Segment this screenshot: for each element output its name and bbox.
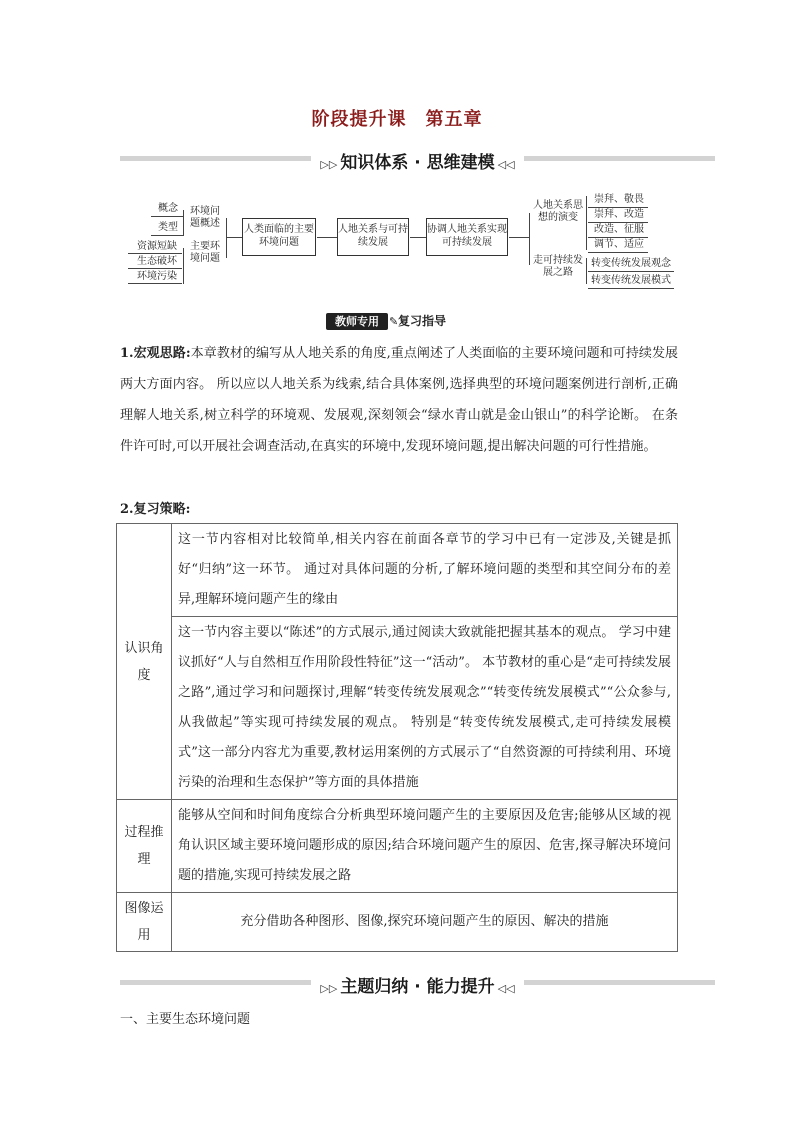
mindmap-term-concept: 概念 — [158, 203, 178, 214]
arrow-right-icon: ▷▷ — [320, 158, 338, 171]
mindmap-change-mode: 转变传统发展模式 — [591, 275, 671, 286]
macro-label: 1.宏观思路: — [120, 346, 191, 361]
section-banner-summary — [120, 972, 715, 997]
page-title: 阶段提升课 第五章 — [311, 109, 483, 130]
mindmap-node-problems: 人类面临的主要环境问题 — [242, 218, 316, 256]
table-cell: 充分借助各种图形、图像,探究环境问题产生的原因、解决的措施 — [172, 893, 678, 952]
mindmap-term-resource: 资源短缺 — [137, 241, 177, 252]
macro-text: 本章教材的编写从人地关系的角度,重点阐述了人类面临的主要环境问题和可持续发展两大方面内容。 所以应以人地关系为线索,结合具体案例,选择典型的环境问题案例进行剖析,正确理解人地关系,树立科学的环境观、发展观,深刻领会“绿水青山就是金山银山”的科学论断。 在条件许可时,可以开展社会调查活动,在真实的环境中,发现环境问题,提出解决问题的可行性措施。 — [120, 346, 679, 454]
pen-icon: ✎ — [389, 315, 399, 328]
arrow-right-icon: ▷▷ — [320, 982, 338, 995]
mindmap-node-relation: 人地关系与可持续发展 — [337, 218, 409, 256]
mindmap-overview: 环境问题概述 — [190, 206, 220, 229]
table-cell: 这一节内容主要以“陈述”的方式展示,通过阅读大致就能把握其基本的观点。 学习中建议抓好“人与自然相互作用阶段性特征”这一“活动”。 本节教材的重心是“走可持续发展之路”,通过学习和问题探讨,理解“转变传统发展观念”“转变传统发展模式”“公众参与,从我做起”等实现可持续发展的观点。 特别是“转变传统发展模式,走可持续发展模式”这一部分内容尤为重要,教材运用案例的方式展示了“自然资源的可持续利用、环境污染的治理和生态保护”等方面的具体措施 — [172, 617, 678, 800]
banner-knowledge-text: 知识体系 · 思维建模 — [340, 153, 495, 173]
mindmap-term-type: 类型 — [158, 222, 178, 233]
table-row — [117, 617, 678, 800]
table-row — [117, 800, 678, 893]
mindmap-main-problems: 主要环境问题 — [190, 241, 220, 264]
review-guide-title: 复习指导 — [398, 314, 447, 328]
table-row — [117, 893, 678, 952]
mindmap-stage-1: 崇拜、敬畏 — [594, 194, 644, 205]
section-heading: 一、主要生态环境问题 — [120, 1012, 251, 1027]
mindmap-stage-2: 崇拜、改造 — [594, 209, 644, 220]
table-head-images: 图像运用 — [117, 893, 172, 952]
strategy-label: 2.复习策略: — [120, 502, 191, 517]
mindmap-term-ecology: 生态破坏 — [137, 256, 177, 267]
mindmap-stage-4: 调节、适应 — [594, 239, 644, 250]
mindmap-branch-evolution: 人地关系思想的演变 — [533, 200, 583, 223]
mindmap-branch-sustainable: 走可持续发展之路 — [533, 255, 583, 278]
teacher-only-badge: 教师专用 — [326, 313, 388, 330]
banner-summary-text: 主题归纳 · 能力提升 — [340, 977, 495, 997]
macro-paragraph — [120, 338, 678, 462]
mindmap-term-pollution: 环境污染 — [137, 271, 177, 282]
table-cell: 这一节内容相对比较简单,相关内容在前面各章节的学习中已有一定涉及,关键是抓好“归纳”这一环节。 通过对具体问题的分析,了解环境问题的类型和其空间分布的差异,理解环境问题产生的缘由 — [172, 524, 678, 617]
mindmap-change-concept: 转变传统发展观念 — [591, 258, 671, 269]
arrow-left-icon: ◁◁ — [497, 158, 515, 171]
table-head-reasoning: 过程推理 — [117, 800, 172, 893]
mindmap-node-coordinate: 协调人地关系实现可持续发展 — [426, 218, 508, 256]
table-row — [117, 524, 678, 617]
arrow-left-icon: ◁◁ — [497, 982, 515, 995]
table-head-cognition: 认识角度 — [117, 524, 172, 800]
review-table — [116, 523, 678, 952]
table-cell: 能够从空间和时间角度综合分析典型环境问题产生的主要原因及危害;能够从区域的视角认识区域主要环境问题形成的原因;结合环境问题产生的原因、危害,探寻解决环境问题的措施,实现可持续发展之路 — [172, 800, 678, 893]
mindmap — [0, 0, 794, 300]
mindmap-stage-3: 改造、征服 — [594, 224, 644, 235]
